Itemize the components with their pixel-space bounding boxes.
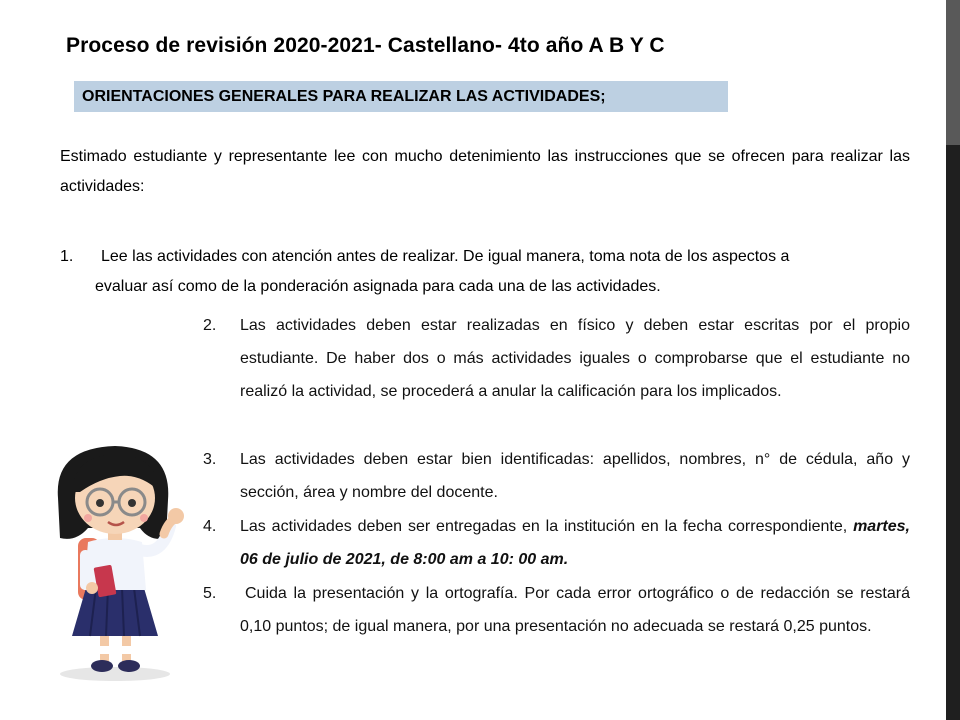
item-text: Las actividades deben estar bien identificadas: apellidos, nombres, n° de cédula, año y sección, área y nombre del docente. xyxy=(240,451,910,501)
page-title: Proceso de revisión 2020-2021- Castellano- 4to año A B Y C xyxy=(66,34,665,57)
item-number: 4. xyxy=(203,518,217,535)
item-text: Cuida la presentación y la ortografía. Por cada error ortográfico o de redacción se restará 0,10 puntos; de igual manera, por una presentación no adecuada se restará 0,25 puntos. xyxy=(240,585,910,635)
item-number: 1. xyxy=(60,248,74,265)
section-banner xyxy=(74,81,728,112)
item-number: 2. xyxy=(203,317,217,334)
item-text-line1: Lee las actividades con atención antes de realizar. De igual manera, toma nota de los aspectos a xyxy=(101,248,790,265)
item-text-wrap xyxy=(240,510,910,576)
intro-paragraph: Estimado estudiante y representante lee con mucho detenimiento las instrucciones que se ofrecen para realizar las actividades: xyxy=(60,148,910,195)
banner-text: ORIENTACIONES GENERALES PARA REALIZAR LAS ACTIVIDADES; xyxy=(82,88,606,105)
side-bar-accent xyxy=(946,0,960,145)
item-text: Las actividades deben ser entregadas en la institución en la fecha correspondiente, xyxy=(240,518,848,535)
item-text: Las actividades deben estar realizadas en físico y deben estar escritas por el propio estudiante. De haber dos o más actividades iguales o comprobarse que el estudiante no realizó la actividad, se procederá a anular la calificación para los implicados. xyxy=(240,317,910,400)
item-number: 5. xyxy=(203,585,217,602)
item-number: 3. xyxy=(203,451,217,468)
student-girl-illustration xyxy=(40,438,190,683)
delivery-date: martes, 06 de julio de 2021, de 8:00 am a 10: 00 am. xyxy=(240,518,910,568)
item-text-line2: evaluar así como de la ponderación asignada para cada una de las actividades. xyxy=(95,278,661,295)
